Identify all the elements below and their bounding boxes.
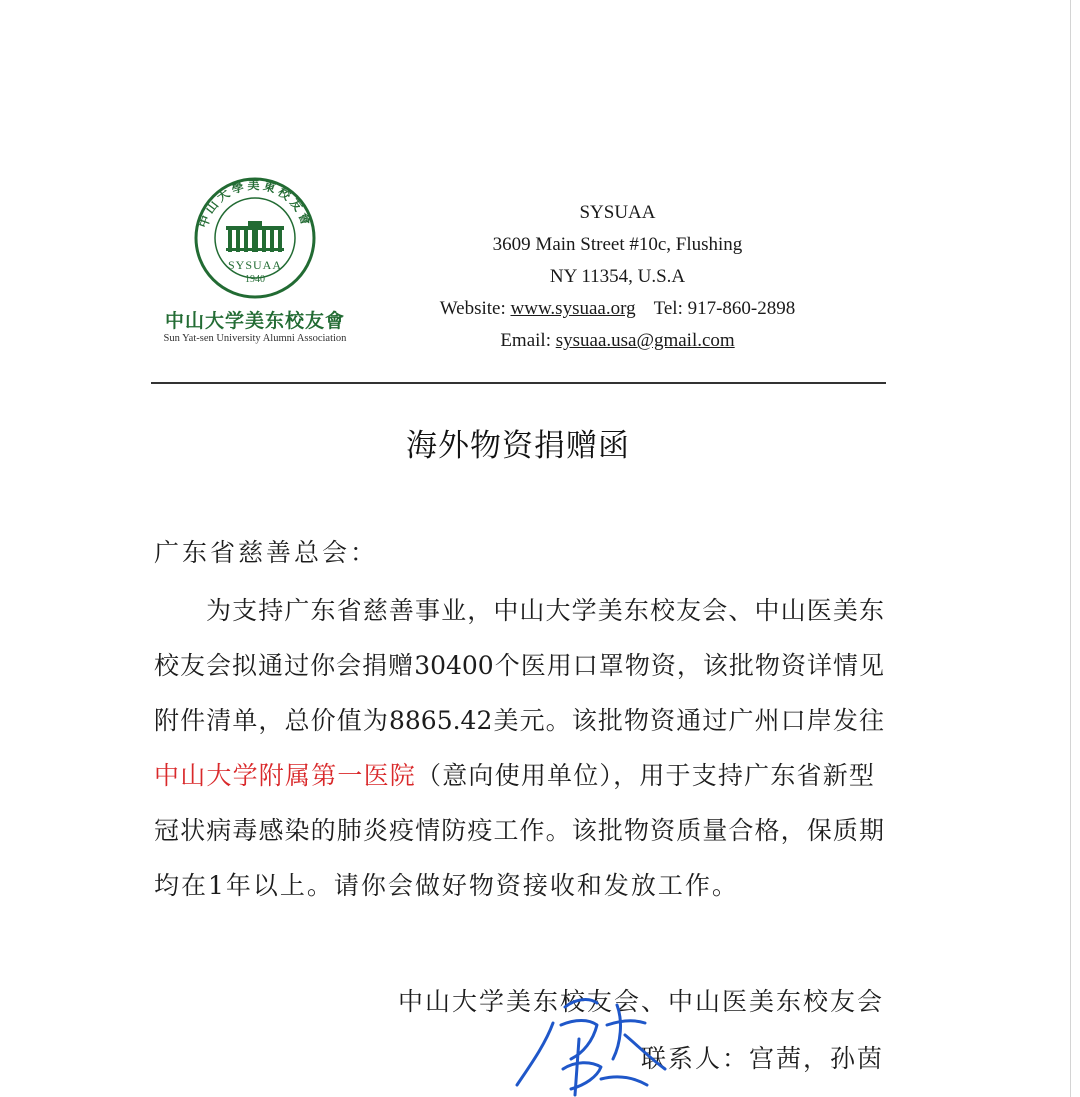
email-label: Email:: [500, 330, 556, 351]
header-divider: [151, 382, 886, 384]
website-link[interactable]: www.sysuaa.org: [510, 298, 636, 319]
address-line-1: 3609 Main Street #10c, Flushing: [492, 234, 743, 255]
association-logo: [155, 176, 355, 351]
page-edge: [1070, 0, 1071, 1097]
website-tel-line: [400, 293, 835, 325]
address-line-2: NY 11354, U.S.A: [549, 266, 686, 287]
logo-seal-icon: [188, 176, 322, 300]
org-name: SYSUAA: [579, 202, 656, 223]
logo-english-name: Sun Yat-sen University Alumni Association: [163, 333, 347, 344]
body-line-5: 冠状病毒感染的肺炎疫情防疫工作。该批物资质量合格，保质期: [154, 816, 884, 845]
contact-persons: 联系人：宫茜，孙茵: [640, 1044, 884, 1073]
svg-text:1940: 1940: [245, 274, 265, 285]
salutation: 广东省慈善总会：: [154, 538, 379, 567]
logo-chinese-name: 中山大学美东校友會: [164, 310, 345, 332]
email-line: [400, 325, 835, 357]
body-line-3: 附件清单，总价值为8865.42美元。该批物资通过广州口岸发往: [154, 706, 884, 735]
svg-text:中山大學美東校友會: 中山大學美東校友會: [195, 178, 315, 230]
handwritten-signature: [505, 995, 675, 1097]
svg-text:SYSUAA: SYSUAA: [227, 258, 283, 272]
telephone: Tel: 917-860-2898: [653, 298, 796, 319]
email-link[interactable]: sysuaa.usa@gmail.com: [555, 330, 735, 351]
body-line-1: 为支持广东省慈善事业，中山大学美东校友会、中山医美东: [206, 596, 884, 625]
body-line-4: [154, 756, 884, 792]
body-line-4-rest: （意向使用单位），用于支持广东省新型: [416, 761, 876, 790]
document-title: 海外物资捐赠函: [406, 428, 630, 464]
recipient-hospital: 中山大学附属第一医院: [154, 761, 417, 790]
website-label: Website:: [439, 298, 511, 319]
letterhead: [400, 197, 835, 357]
body-line-6: 均在1年以上。请你会做好物资接收和发放工作。: [154, 871, 739, 900]
closing-organizations: 中山大学美东校友会、中山医美东校友会: [397, 987, 884, 1016]
body-line-2: 校友会拟通过你会捐赠30400个医用口罩物资，该批物资详情见: [154, 651, 884, 680]
